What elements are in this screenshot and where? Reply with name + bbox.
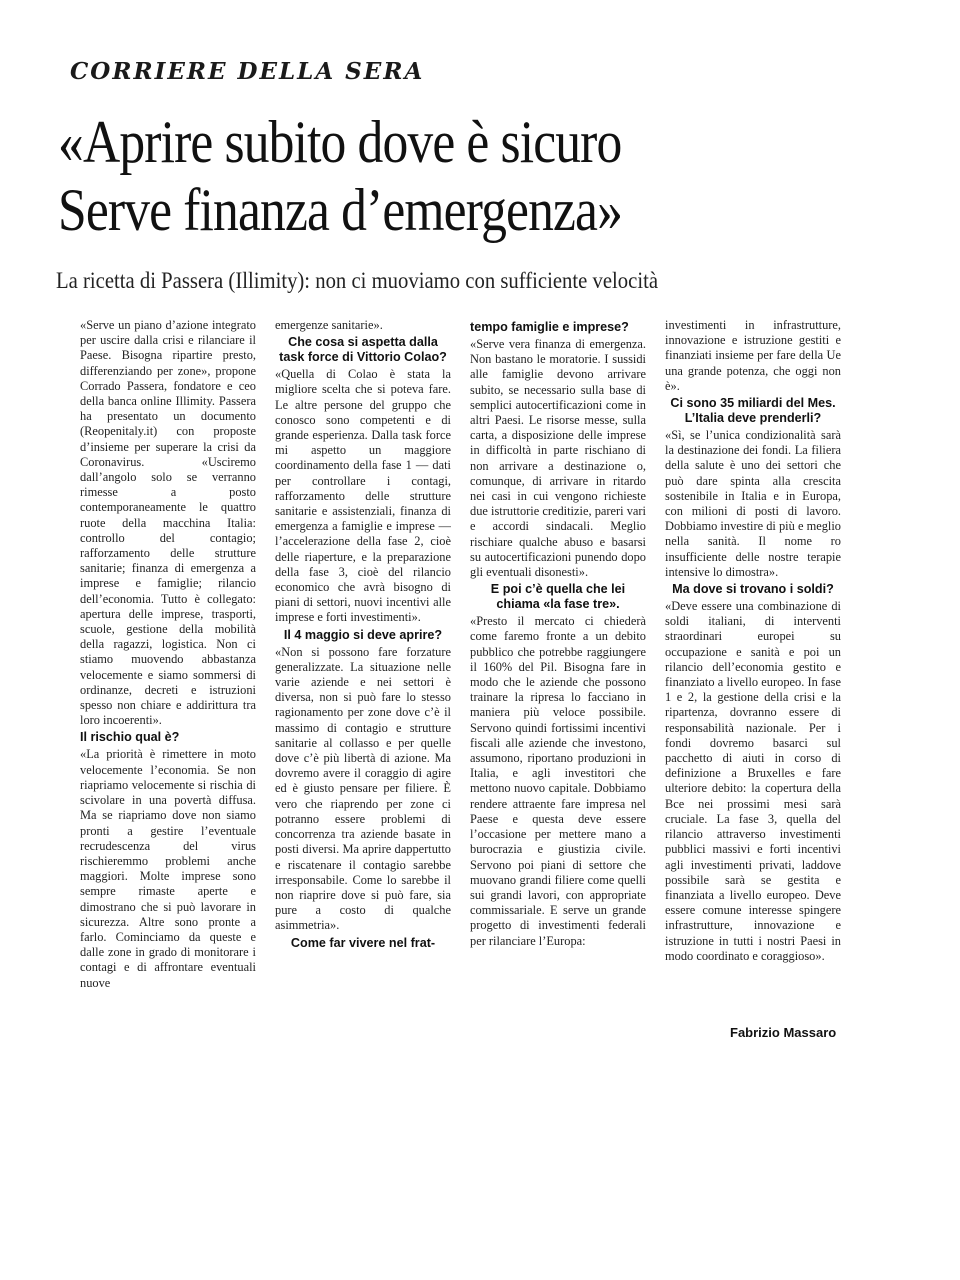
- interview-question: Il rischio qual è?: [80, 730, 180, 745]
- interview-question: tempo famiglie e imprese?: [470, 320, 629, 334]
- paragraph: investimenti in infrastrutture, innovazione e istruzione gestiti e finanziati insieme per fare della Ue una grande potenza, che oggi non è».: [665, 318, 841, 393]
- column-1: [80, 318, 256, 1038]
- paragraph: «La priorità è rimettere in moto velocemente l’economia. Se non riapriamo velocemente si rischia di scivolare in una povertà diffusa. Ma se riapriamo dove non siamo pronti a gestire l’eventuale recrudescenza del virus rischieremmo problemi anche maggiori. Molte imprese sono sempre rimaste aperte e dimostrano che si può lavorare in sicurezza. Altre sono pronte a farlo. Cominciamo da queste e dalle zone in grado di monitorare i contagi e di affrontare eventuali nuove: [80, 747, 256, 990]
- paragraph: «Sì, se l’unica condizionalità sarà la destinazione dei fondi. La filiera della salute è uno dei settori che può dare spinta alla crescita sostenibile in Italia e in Europa, con milioni di posti di lavoro. Dobbiamo investire di più e meglio nella sanità. Il nome ro insufficiente delle nostre terapie intensive lo dimostra».: [665, 428, 841, 579]
- column-3: [470, 318, 646, 1038]
- headline: [58, 108, 798, 244]
- paragraph: emergenze sanitarie».: [275, 318, 383, 332]
- paragraph: «Presto il mercato ci chiederà come faremo fronte a un debito pubblico che potrebbe raggiungere il 160% del Pil. Bisogna fare in modo che le aziende che possono trainare la ripresa lo facciano in maniera più veloce possibile. Servono quindi fortissimi incentivi fiscali alle aziende che investono, assumono, riportano produzioni in Italia, e agli investitori che mettono nuovo capitale. Dobbiamo rendere attraente fare impresa nel Paese e questa deve essere l’occasione per mettere mano a burocrazia e giustizia civile. Servono poi piani di settore che muovano grandi filiere come quelli sui grandi lavori, con appropriate commissariale. E serve un grande progetto di investimenti federali per rilanciare l’Europa:: [470, 614, 646, 948]
- interview-question: Come far vivere nel frat-: [290, 935, 436, 950]
- interview-question: Ma dove si trovano i soldi?: [672, 582, 834, 597]
- subheadline: La ricetta di Passera (Illimity): non ci muoviamo con sufficiente velocità: [56, 268, 659, 293]
- interview-question: Che cosa si aspetta dalla task force di Vittorio Colao?: [279, 335, 447, 365]
- paragraph: «Serve vera finanza di emergenza. Non bastano le moratorie. I sussidi alle famiglie devono arrivare subito, se necessario sulla base di semplici autocertificazioni come in altri Paesi. Le risorse messe, sulla carta, a disposizione delle imprese in difficoltà in parte rischiano di non arrivare a destinazione o, comunque, di arrivare in ritardo nei casi in cui vengono richieste due istruttorie creditizie, pareri vari e accordi sindacali. Meglio rischiare qualche abuso e basarsi su autocertificazioni punendo dopo gli eventuali disonesti».: [470, 337, 646, 580]
- interview-question: Il 4 maggio si deve aprire?: [283, 627, 443, 642]
- byline: Fabrizio Massaro: [730, 1025, 837, 1040]
- interview-question: Ci sono 35 miliardi del Mes. L’Italia deve prenderli?: [670, 396, 836, 426]
- paragraph: «Quella di Colao è stata la migliore scelta che si poteva fare. Le altre persone del gruppo che conosco sono competenti e di grande esperienza. Dalla task force mi aspetto un maggiore coordinamento della fase 1 — dati per controllare i contagi, rafforzamento delle strutture sanitarie e assistenziali, finanza di emergenza a famiglie e imprese — l’accelerazione della fase 2, cioè delle riaperture, e la preparazione della fase 3, cioè del rilancio economico che avrà bisogno di piani di settori, nuovi incentivi alle imprese e forti investimenti».: [275, 367, 451, 625]
- paragraph: «Serve un piano d’azione integrato per uscire dalla crisi e rilanciare il Paese. Bisogna ripartire presto, differenziando per zone», propone Corrado Passera, fondatore e ceo della banca online Illimity. Passera ha presentato un documento (Reopenitaly.it) con proposte d’insieme per superare la crisi da Coronavirus. «Usciremo dall’angolo solo se verranno rimesse a posto contemporaneamente le quattro ruote della macchina Italia: controllo del contagio; rafforzamento delle strutture sanitarie; finanza di emergenza a imprese e famiglie; rilancio dell’economia. Tutto è collegato: apertura delle imprese, trasporti, scuole, gestione della mobilità della ragazzi, logistica. Non ci stiamo muovendo abbastanza velocemente e siamo sommersi di ordinanze, decreti e istruzioni spesso non chiare e addirittura tra loro incoerenti».: [80, 318, 256, 728]
- interview-question: E poi c’è quella che lei chiama «la fase tre».: [490, 582, 626, 612]
- paragraph: «Deve essere una combinazione di soldi italiani, di interventi straordinari europei su occupazione e sanità e poi un rilancio dell’economia gestito e finanziato a livello europeo. In fase 1 e 2, la gestione della crisi e la ripartenza, dovranno essere di responsabilità nazionale. Per i fondi dovremo basarci sul pacchetto di aiuti in corso di definizione a Bruxelles e fare ulteriore debito: la copertura della Bce nei prossimi mesi sarà cruciale. La fase 3, quella del rilancio attraverso investimenti pubblici massivi e forti incentivi agli investimenti privati, laddove possibile sarà se gestita e finanziata a livello europeo. Deve essere comune interesse spingere infrastrutture, innovazione e istruzione in tutti i nostri Paesi in modo coordinato e coraggioso».: [665, 599, 841, 963]
- headline-line-1: «Aprire subito dove è sicuro: [58, 109, 622, 175]
- article-body: [0, 318, 960, 1038]
- headline-line-2: Serve finanza d’emergenza»: [58, 177, 623, 243]
- column-4: [665, 318, 841, 1018]
- column-2: [275, 318, 451, 1038]
- masthead: CORRIERE DELLA SERA: [70, 58, 425, 85]
- paragraph: «Non si possono fare forzature generalizzate. La situazione nelle varie aziende e nei settori è diversa, non si può fare lo stesso ragionamento per zone dove c’è il massimo di contagio e strutture sanitarie al collasso e per quelle dove c’è più libertà di azione. Ma dovremo avere il coraggio di agire ed è giusto pensare per filiere. È vero che riaprendo per zone ci potranno essere problemi di concorrenza tra aziende basate in posti diversi. Ma aprire dappertutto e riscatenare il contagio sarebbe irresponsabile. Come lo sarebbe il non riaprire dove si può fare, sia pure a costo di qualche asimmetria».: [275, 644, 451, 933]
